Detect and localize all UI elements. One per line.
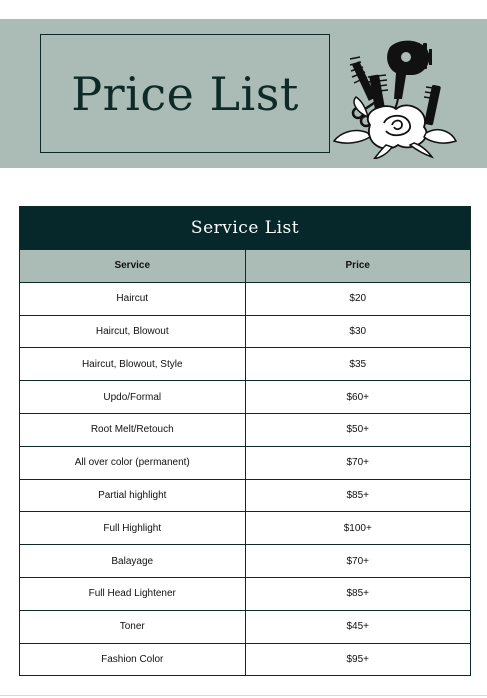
table-row — [20, 512, 470, 545]
header-banner — [0, 19, 487, 168]
price-cell: $70+ — [245, 545, 470, 578]
price-cell: $95+ — [245, 643, 470, 675]
table-row — [20, 545, 470, 578]
price-table — [20, 249, 470, 675]
service-cell: Root Melt/Retouch — [20, 413, 245, 446]
service-cell: Partial highlight — [20, 479, 245, 512]
table-row — [20, 381, 470, 414]
table-row — [20, 348, 470, 381]
price-cell: $30 — [245, 315, 470, 348]
price-cell: $60+ — [245, 381, 470, 414]
price-cell: $45+ — [245, 610, 470, 643]
price-cell: $50+ — [245, 413, 470, 446]
service-cell: Fashion Color — [20, 643, 245, 675]
table-row — [20, 446, 470, 479]
service-cell: Full Head Lightener — [20, 577, 245, 610]
column-header-price: Price — [245, 250, 470, 283]
salon-tools-with-rose-icon — [330, 29, 458, 159]
price-cell: $85+ — [245, 479, 470, 512]
service-cell: Updo/Formal — [20, 381, 245, 414]
table-row — [20, 643, 470, 675]
service-cell: All over color (permanent) — [20, 446, 245, 479]
table-row — [20, 282, 470, 315]
service-cell: Haircut — [20, 282, 245, 315]
service-cell: Full Highlight — [20, 512, 245, 545]
table-row — [20, 479, 470, 512]
table-row — [20, 413, 470, 446]
price-cell: $20 — [245, 282, 470, 315]
service-cell: Toner — [20, 610, 245, 643]
price-cell: $100+ — [245, 512, 470, 545]
page-bottom-divider — [0, 695, 487, 696]
table-row — [20, 577, 470, 610]
service-cell: Haircut, Blowout, Style — [20, 348, 245, 381]
table-row — [20, 610, 470, 643]
table-header-row — [20, 250, 470, 283]
price-cell: $35 — [245, 348, 470, 381]
column-header-service: Service — [20, 250, 245, 283]
service-cell: Balayage — [20, 545, 245, 578]
table-title: Service List — [20, 207, 470, 249]
price-cell: $70+ — [245, 446, 470, 479]
service-cell: Haircut, Blowout — [20, 315, 245, 348]
price-cell: $85+ — [245, 577, 470, 610]
page-title: Price List — [71, 66, 299, 121]
service-price-table — [19, 206, 471, 676]
title-box — [40, 34, 330, 153]
table-row — [20, 315, 470, 348]
